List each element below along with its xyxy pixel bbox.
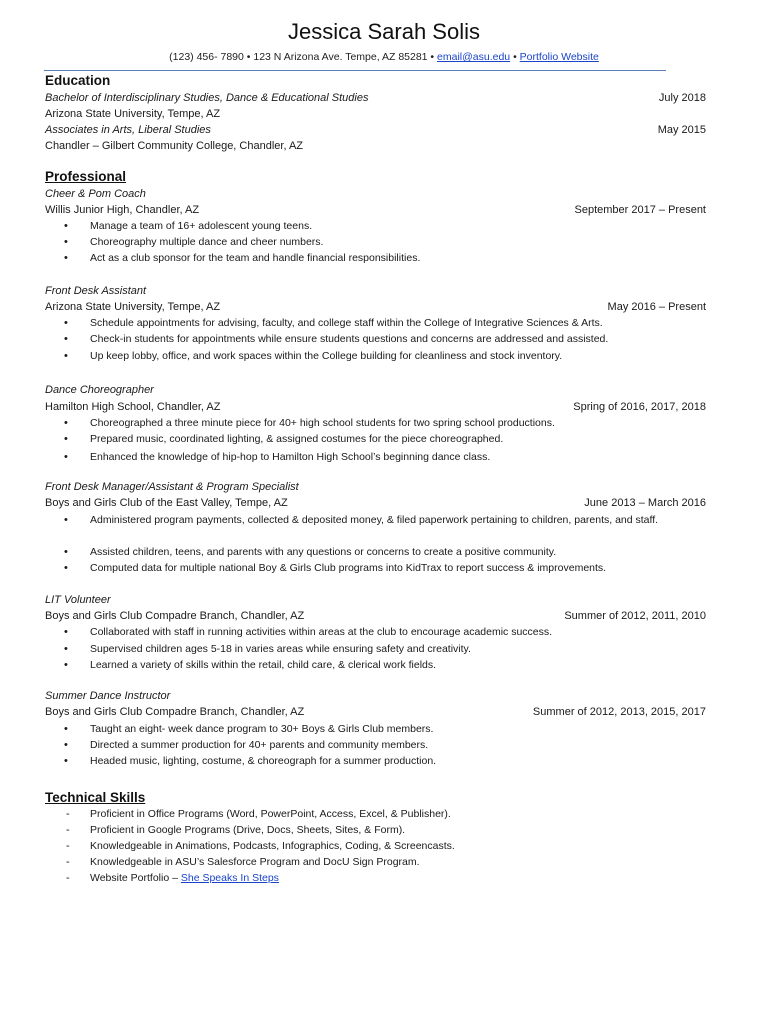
- degree-title: Associates in Arts, Liberal Studies: [45, 124, 211, 136]
- bullet-text: Up keep lobby, office, and work spaces within the College building for cleanliness and stock inventory.: [90, 350, 563, 362]
- bullet-text: Enhanced the knowledge of hip-hop to Hamilton High School’s beginning dance class.: [90, 451, 491, 463]
- contact-line: [0, 50, 768, 64]
- bullet-marker: •: [64, 317, 68, 329]
- job-title: Front Desk Manager/Assistant & Program Specialist: [45, 481, 299, 493]
- bullet-marker: •: [64, 739, 68, 751]
- bullet-marker: •: [64, 562, 68, 574]
- dash-marker: -: [66, 872, 70, 884]
- job-dates: May 2016 – Present: [607, 301, 706, 313]
- header-divider: [44, 70, 666, 71]
- job-dates: September 2017 – Present: [574, 204, 706, 216]
- dash-marker: -: [66, 808, 70, 820]
- contact-details: (123) 456- 7890 • 123 N Arizona Ave. Tempe, AZ 85281 •: [169, 51, 438, 63]
- bullet-text: Learned a variety of skills within the retail, child care, & clerical work fields.: [90, 659, 437, 671]
- skill-text: Proficient in Office Programs (Word, PowerPoint, Access, Excel, & Publisher).: [90, 808, 451, 820]
- bullet-marker: •: [64, 514, 68, 526]
- bullet-marker: •: [64, 643, 68, 655]
- bullet-text: Act as a club sponsor for the team and handle financial responsibilities.: [90, 252, 421, 264]
- degree-school: Arizona State University, Tempe, AZ: [45, 108, 221, 120]
- bullet-text: Administered program payments, collected & deposited money, & filed paperwork pertaining to children, parents, and staff.: [90, 514, 659, 526]
- skill-text: Knowledgeable in Animations, Podcasts, Infographics, Coding, & Screencasts.: [90, 840, 455, 852]
- job-title: Front Desk Assistant: [45, 285, 147, 297]
- job-organization: Boys and Girls Club Compadre Branch, Chandler, AZ: [45, 610, 305, 622]
- skill-text: Proficient in Google Programs (Drive, Docs, Sheets, Sites, & Form).: [90, 824, 406, 836]
- job-organization: Boys and Girls Club of the East Valley, Tempe, AZ: [45, 497, 288, 509]
- bullet-marker: •: [64, 333, 68, 345]
- bullet-text: Computed data for multiple national Boy & Girls Club programs into KidTrax to report success & improvements.: [90, 562, 607, 574]
- degree-title: Bachelor of Interdisciplinary Studies, Dance & Educational Studies: [45, 92, 369, 104]
- job-organization: Arizona State University, Tempe, AZ: [45, 301, 221, 313]
- bullet-marker: •: [64, 451, 68, 463]
- bullet-marker: •: [64, 626, 68, 638]
- skill-text: [90, 871, 710, 886]
- job-title: Cheer & Pom Coach: [45, 188, 146, 200]
- bullet-marker: •: [64, 723, 68, 735]
- bullet-marker: •: [64, 433, 68, 445]
- education-heading: Education: [45, 73, 111, 88]
- bullet-marker: •: [64, 236, 68, 248]
- bullet-marker: •: [64, 755, 68, 767]
- dash-marker: -: [66, 840, 70, 852]
- portfolio-website-link[interactable]: Portfolio Website: [519, 51, 599, 63]
- bullet-text: Check-in students for appointments while ensure students questions and concerns are addressed and assisted.: [90, 333, 609, 345]
- job-title: LIT Volunteer: [45, 594, 111, 606]
- portfolio-label: Website Portfolio –: [90, 872, 181, 884]
- bullet-text: Schedule appointments for advising, faculty, and college staff within the College of Integrative Sciences & Arts.: [90, 317, 603, 329]
- professional-heading: Professional: [45, 169, 127, 184]
- contact-separator: •: [510, 51, 520, 63]
- dash-marker: -: [66, 824, 70, 836]
- bullet-marker: •: [64, 220, 68, 232]
- technical-skills-heading: Technical Skills: [45, 790, 146, 805]
- email-link[interactable]: email@asu.edu: [437, 51, 511, 63]
- job-organization: Willis Junior High, Chandler, AZ: [45, 204, 200, 216]
- candidate-name: Jessica Sarah Solis: [288, 19, 480, 44]
- job-organization: Hamilton High School, Chandler, AZ: [45, 401, 221, 413]
- bullet-text: Assisted children, teens, and parents with any questions or concerns to create a positive community.: [90, 546, 557, 558]
- dash-marker: -: [66, 856, 70, 868]
- job-dates: Summer of 2012, 2013, 2015, 2017: [532, 706, 706, 718]
- bullet-text: Directed a summer production for 40+ parents and community members.: [90, 739, 429, 751]
- bullet-text: Collaborated with staff in running activities within areas at the club to encourage academic success.: [90, 626, 553, 638]
- bullet-text: Supervised children ages 5-18 in varies areas while ensuring safety and creativity.: [90, 643, 471, 655]
- degree-date: July 2018: [658, 92, 706, 104]
- job-organization: Boys and Girls Club Compadre Branch, Chandler, AZ: [45, 706, 305, 718]
- she-speaks-in-steps-link[interactable]: She Speaks In Steps: [180, 872, 279, 884]
- bullet-text: Manage a team of 16+ adolescent young teens.: [90, 220, 313, 232]
- job-title: Dance Choreographer: [45, 384, 154, 396]
- bullet-marker: •: [64, 546, 68, 558]
- bullet-text: Prepared music, coordinated lighting, & assigned costumes for the piece choreographed.: [90, 433, 504, 445]
- bullet-text: Choreographed a three minute piece for 40+ high school students for two spring school productions.: [90, 417, 555, 429]
- degree-school: Chandler – Gilbert Community College, Chandler, AZ: [45, 140, 304, 152]
- bullet-marker: •: [64, 417, 68, 429]
- degree-date: May 2015: [657, 124, 706, 136]
- bullet-text: Taught an eight- week dance program to 30+ Boys & Girls Club members.: [90, 723, 434, 735]
- bullet-marker: •: [64, 659, 68, 671]
- job-title: Summer Dance Instructor: [45, 690, 171, 702]
- bullet-text: Choreography multiple dance and cheer numbers.: [90, 236, 324, 248]
- job-dates: June 2013 – March 2016: [584, 497, 706, 509]
- skill-text: Knowledgeable in ASU’s Salesforce Program and DocU Sign Program.: [90, 856, 420, 868]
- bullet-text: Headed music, lighting, costume, & choreograph for a summer production.: [90, 755, 437, 767]
- job-dates: Spring of 2016, 2017, 2018: [573, 401, 706, 413]
- bullet-marker: •: [64, 252, 68, 264]
- job-dates: Summer of 2012, 2011, 2010: [564, 610, 706, 622]
- bullet-marker: •: [64, 350, 68, 362]
